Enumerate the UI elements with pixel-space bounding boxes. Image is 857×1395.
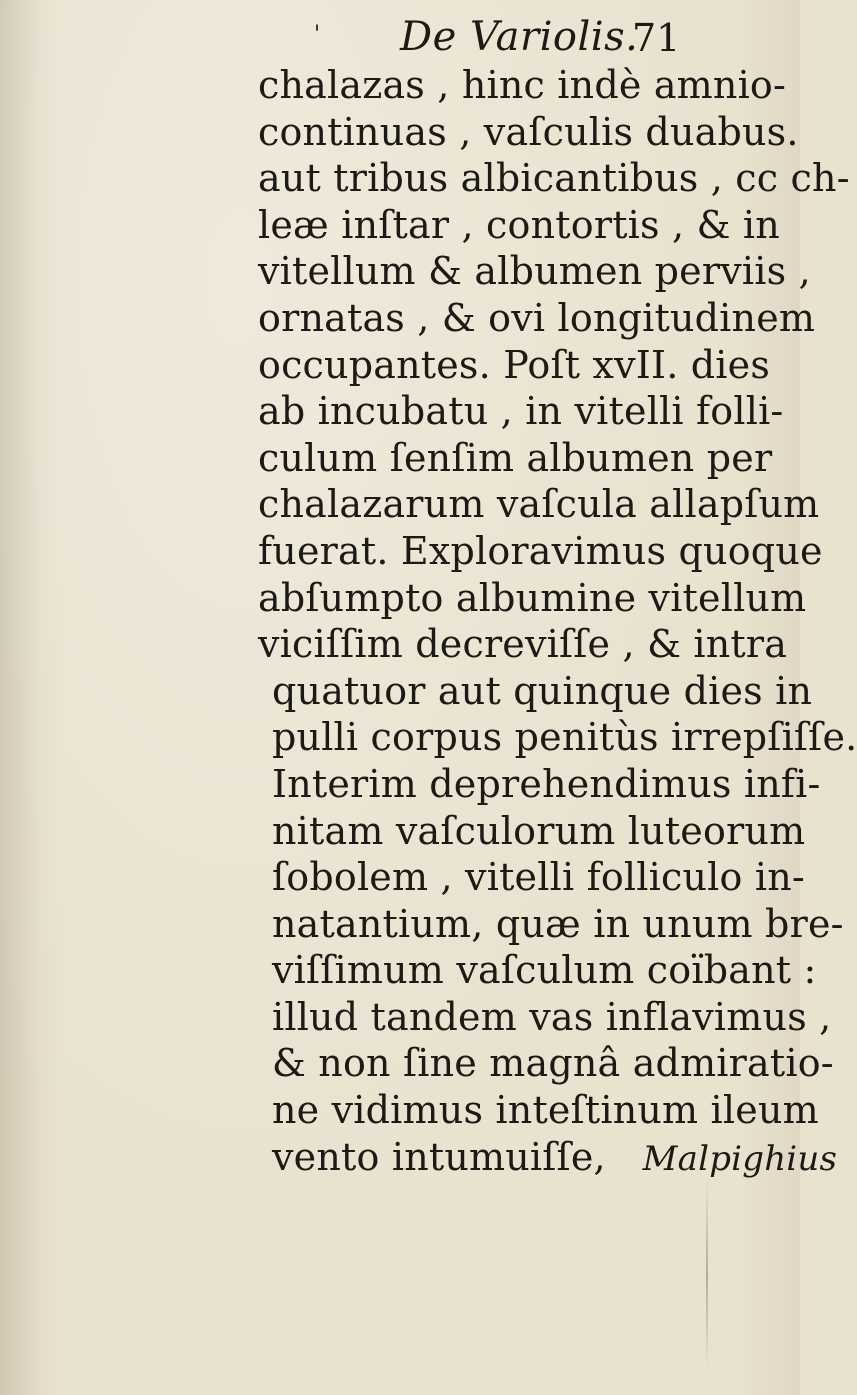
print-mark: ' xyxy=(314,22,321,47)
text-line: fuerat. Exploravimus quoque xyxy=(258,528,823,573)
text-line: leæ inſtar , contortis , & in xyxy=(258,202,780,247)
text-line: ornatas , & ovi longitudinem xyxy=(258,295,816,340)
text-line: ſobolem , vitelli folliculo in- xyxy=(272,855,805,900)
text-line: abſumpto albumine vitellum xyxy=(258,575,807,620)
text-line: continuas , vaſculis duabus. xyxy=(258,109,799,154)
text-line: nitam vaſculorum luteorum xyxy=(272,808,806,853)
text-line: occupantes. Poſt xvII. dies xyxy=(258,342,771,387)
running-head xyxy=(0,8,800,64)
page-number: 71 xyxy=(632,16,681,60)
text-line: pulli corpus penitùs irrepſiſſe. xyxy=(272,715,857,760)
text-line: Interim deprehendimus infi- xyxy=(272,761,821,806)
text-line: chalazarum vaſcula allapſum xyxy=(258,482,820,527)
text-line: viciſſim decreviſſe , & intra xyxy=(258,622,788,667)
body-text xyxy=(258,62,857,1180)
catchword: Malpighius xyxy=(642,1138,838,1179)
running-title: De Variolis. xyxy=(400,14,639,60)
gutter-shadow xyxy=(0,0,40,1395)
text-line: illud tandem vas inflavimus , xyxy=(272,994,832,1039)
text-line: ne vidimus inteſtinum ileum xyxy=(272,1088,819,1133)
text-line: vitellum & albumen perviis , xyxy=(258,249,811,294)
text-line: & non ſine magnâ admiratio- xyxy=(272,1041,834,1086)
text-line: chalazas , hinc indè amnio- xyxy=(258,63,787,107)
text-line: natantium, quæ in unum bre- xyxy=(272,901,844,946)
text-line: viſſimum vaſculum coïbant : xyxy=(272,948,817,993)
final-line-text: vento intumuiſſe, xyxy=(272,1134,606,1179)
text-line: culum ſenſim albumen per xyxy=(258,435,773,480)
text-line: aut tribus albicantibus , cc ch- xyxy=(258,156,850,201)
text-line-last xyxy=(258,1134,838,1181)
text-line: quatuor aut quinque dies in xyxy=(272,668,813,713)
text-line: ab incubatu , in vitelli folli- xyxy=(258,389,784,434)
page-crease xyxy=(706,1180,708,1370)
